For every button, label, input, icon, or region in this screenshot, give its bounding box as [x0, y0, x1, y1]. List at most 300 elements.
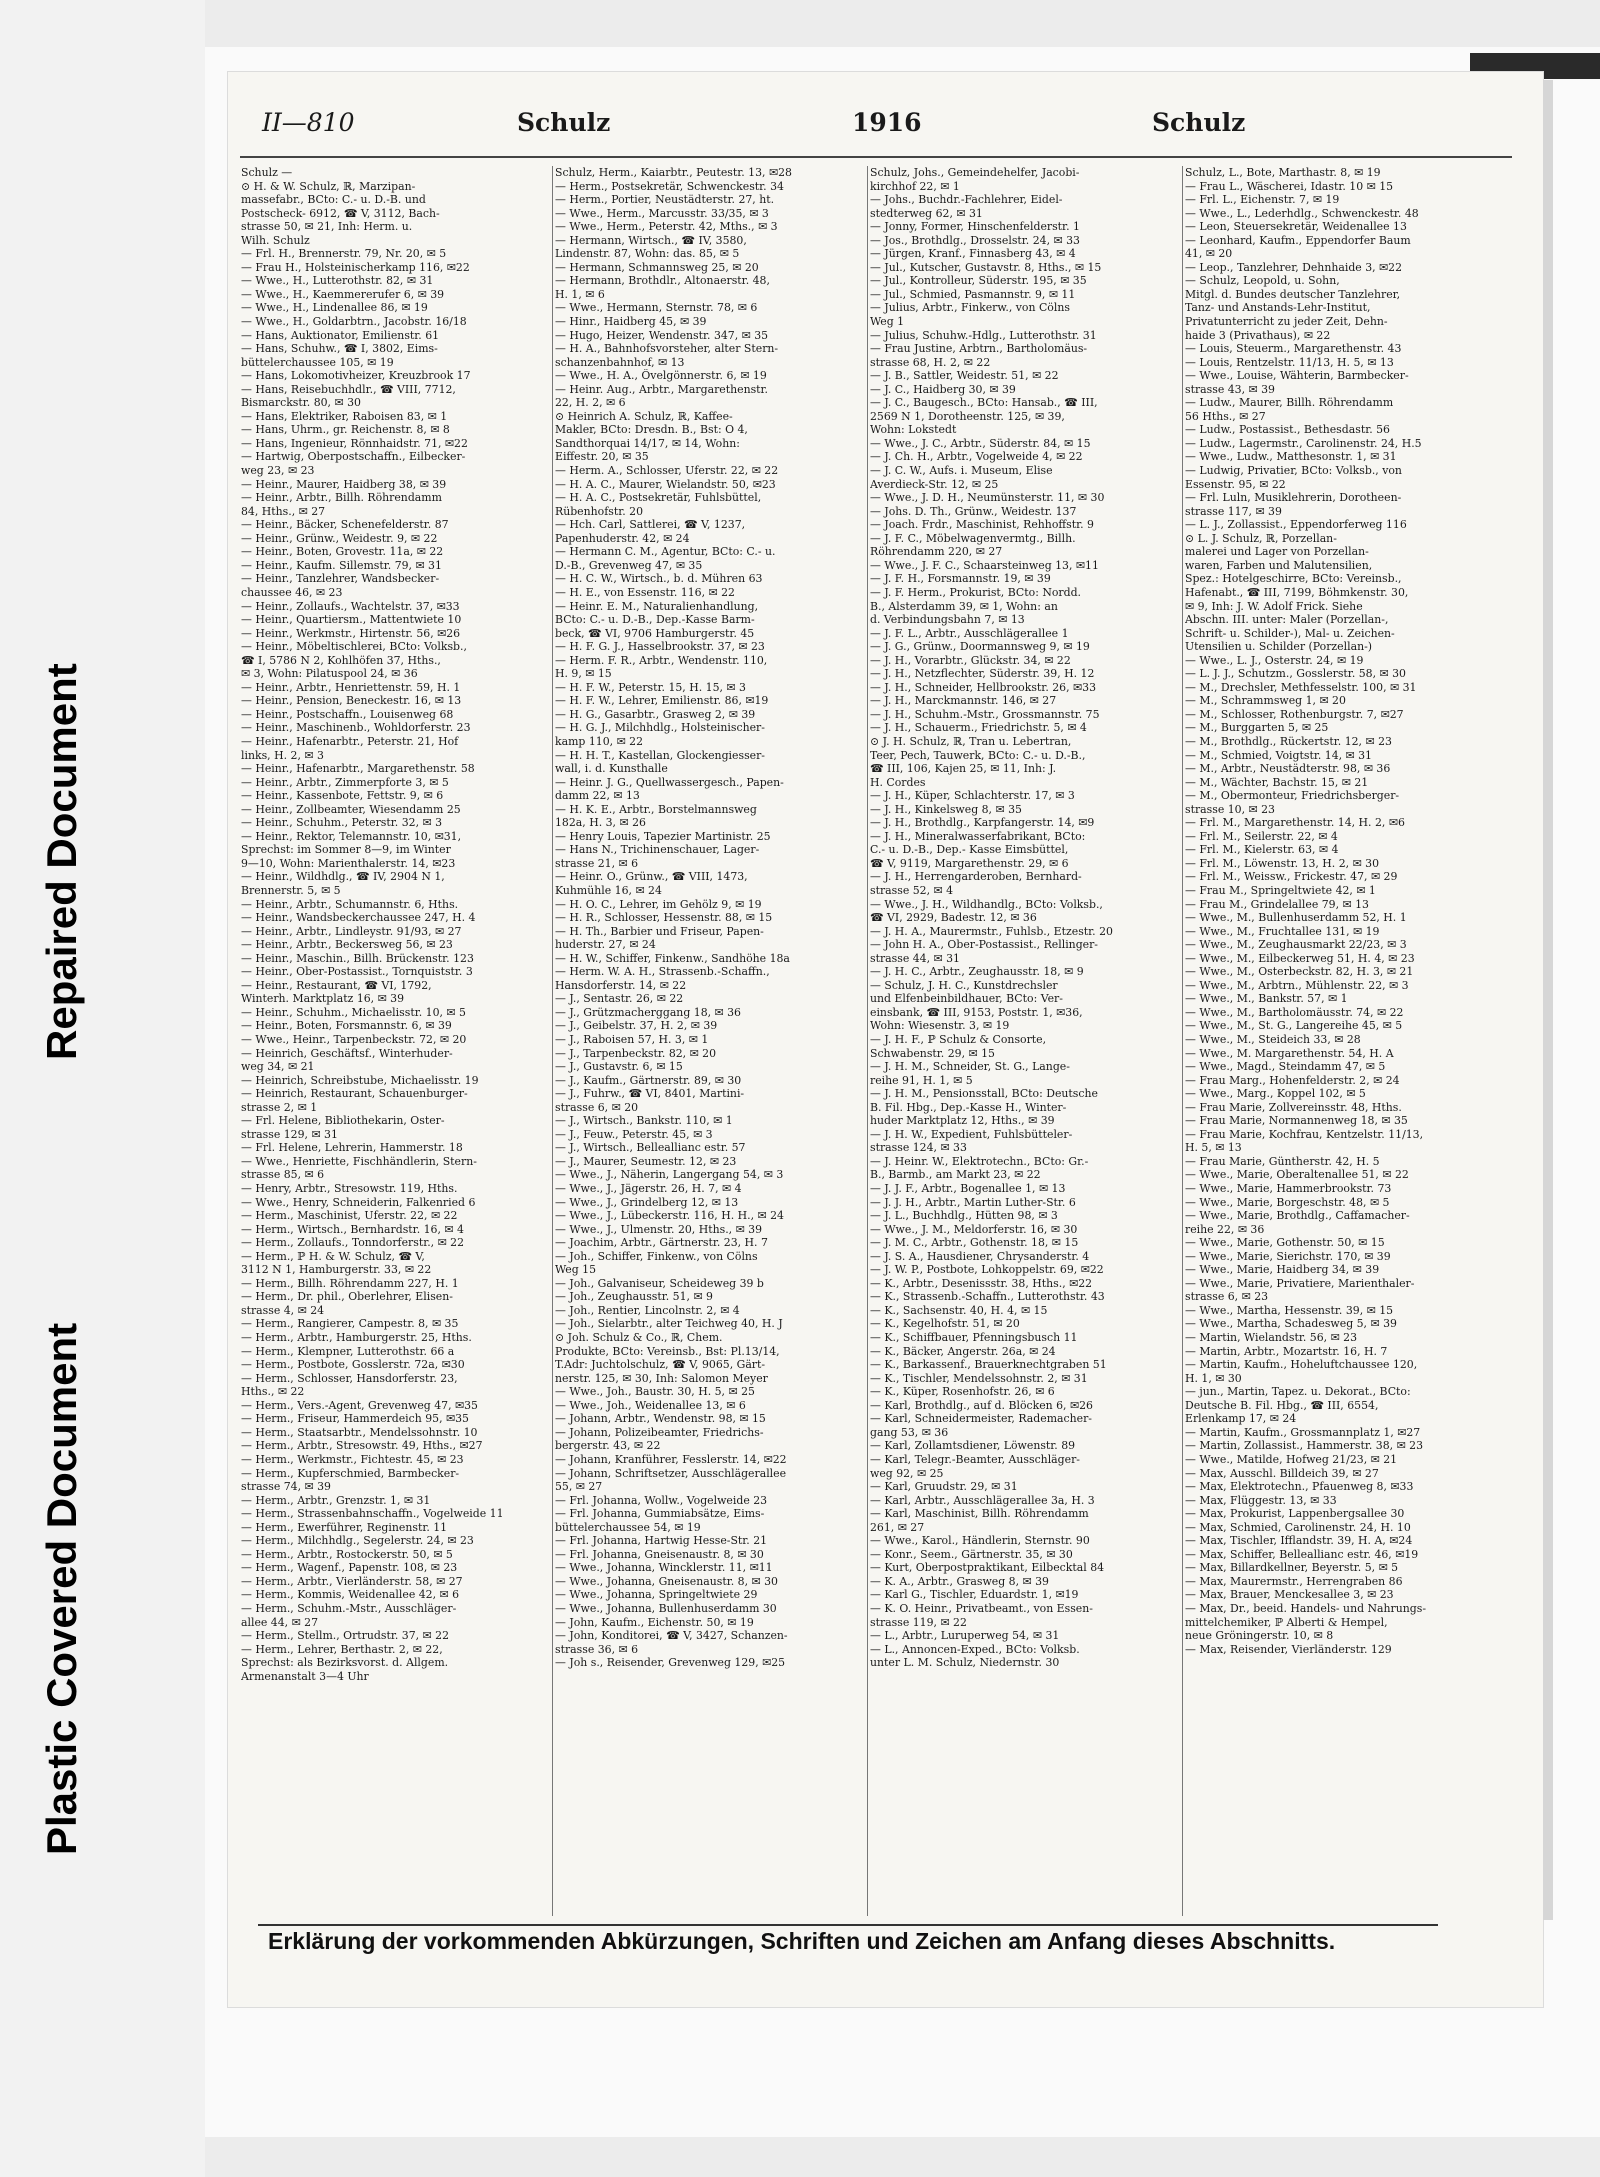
entry-line: — Wwe., Matilde, Hofweg 21/23, ✉ 21 — [1185, 1452, 1398, 1466]
entry-line: — Wwe., H., Goldarbtrn., Jacobstr. 16/18 — [241, 315, 467, 329]
entry-line: — Herm., Kommis, Weidenallee 42, ✉ 6 — [241, 1588, 460, 1602]
entry-line: — Johs. D. Th., Grünw., Weidestr. 137 — [870, 504, 1077, 518]
entry-line: — Jul., Kontrolleur, Süderstr. 195, ✉ 35 — [870, 274, 1087, 288]
entry-line: — Wwe., J., Jägerstr. 26, H. 7, ✉ 4 — [555, 1182, 742, 1196]
entry-line: — J. Ch. H., Arbtr., Vogelweide 4, ✉ 22 — [870, 450, 1083, 464]
entry-line: — Johann, Arbtr., Wendenstr. 98, ✉ 15 — [555, 1412, 766, 1426]
entry-line: — Heinr., Werkmstr., Hirtenstr. 56, ✉26 — [241, 626, 461, 640]
entry-line: strasse 50, ✉ 21, Inh: Herm. u. — [241, 220, 413, 234]
entry-line: — Frl. Johanna, Wollw., Vogelweide 23 — [555, 1493, 768, 1507]
entry-line: — Heinr., Hafenarbtr., Peterstr. 21, Hof — [241, 734, 459, 748]
entry-line: — Heinr., Boten, Grovestr. 11a, ✉ 22 — [241, 545, 444, 559]
entry-line: — J. F. C., Möbelwagenvermtg., Billh. — [870, 531, 1076, 545]
entry-line: — L. J. J., Schutzm., Gosslerstr. 58, ✉ 30 — [1185, 667, 1406, 681]
entry-line: Sprechst: im Sommer 8—9, im Winter — [241, 843, 451, 857]
entry-line: strasse 119, ✉ 22 — [870, 1615, 967, 1629]
entry-line: Schrift- u. Schilder-), Mal- u. Zeichen- — [1185, 626, 1395, 640]
entry-line: — J. H., Vorarbtr., Glückstr. 34, ✉ 22 — [870, 653, 1071, 667]
entry-line: — Wwe., H., Lutterothstr. 82, ✉ 31 — [241, 274, 434, 288]
entry-line: — K., Strassenb.-Schaffn., Lutterothstr. 43 — [870, 1290, 1105, 1304]
column-2 — [555, 166, 870, 1918]
entry-line: mittelchemiker, ℙ Alberti & Hempel, — [1185, 1615, 1388, 1629]
entry-line: H. Cordes — [870, 775, 926, 789]
entry-line: neue Gröningerstr. 10, ✉ 8 — [1185, 1629, 1334, 1643]
entry-line: — H. F. W., Peterstr. 15, H. 15, ✉ 3 — [555, 680, 746, 694]
entry-line: 9—10, Wohn: Marienthalerstr. 14, ✉23 — [241, 856, 456, 870]
entry-line: — J. H., Kinkelsweg 8, ✉ 35 — [870, 802, 1022, 816]
entry-line: — Max, Prokurist, Lappenbergsallee 30 — [1185, 1507, 1405, 1521]
entry-line: 182a, H. 3, ✉ 26 — [555, 816, 646, 830]
entry-line: ☎ V, 9119, Margarethenstr. 29, ✉ 6 — [870, 856, 1069, 870]
entry-line: — J., Sentastr. 26, ✉ 22 — [555, 992, 684, 1006]
entry-line: — J. L., Buchhdlg., Hütten 98, ✉ 3 — [870, 1209, 1058, 1223]
entry-line: — Heinr., Hafenarbtr., Margarethenstr. 58 — [241, 762, 475, 776]
entry-line: Wohn: Lokstedt — [870, 423, 957, 437]
entry-line: — Wwe., H., Kaemmererufer 6, ✉ 39 — [241, 287, 445, 301]
header-rule — [240, 156, 1512, 158]
entry-line: — Hartwig, Oberpostschaffn., Eilbecker- — [241, 450, 466, 464]
entry-line: Schulz — — [241, 166, 293, 179]
entry-line: — Heinr., Restaurant, ☎ VI, 1792, — [241, 978, 432, 992]
entry-line: — K. O. Heinr., Privatbeamt., von Essen- — [870, 1601, 1093, 1615]
entry-line: damm 22, ✉ 13 — [555, 789, 640, 803]
entry-line: — Herm., ℙ H. & W. Schulz, ☎ V, — [241, 1249, 425, 1263]
entry-line: — Heinr., Arbtr., Schumannstr. 6, Hths. — [241, 897, 459, 911]
entry-line: — H. A., Bahnhofsvorsteher, alter Stern- — [555, 342, 779, 356]
entry-line: — Heinrich, Restaurant, Schauenburger- — [241, 1087, 468, 1101]
entry-line: Tanz- und Anstands-Lehr-Institut, — [1185, 301, 1371, 315]
entry-line: Schulz, Herm., Kaiarbtr., Peutestr. 13, ✉28 — [555, 166, 792, 179]
entry-line: — Wwe., Johanna, Springeltwiete 29 — [555, 1588, 758, 1602]
entry-line: — Frl. Luln, Musiklehrerin, Dorotheen- — [1185, 491, 1402, 505]
entry-line: — Herm., Arbtr., Grenzstr. 1, ✉ 31 — [241, 1493, 431, 1507]
entry-line: — Wwe., Herm., Marcusstr. 33/35, ✉ 3 — [555, 206, 769, 220]
footer-note: Erklärung der vorkommenden Abkürzungen, Schriften und Zeichen am Anfang dieses Abschnitts. — [268, 1928, 1336, 1954]
entry-line: — Herm., Friseur, Hammerdeich 95, ✉35 — [241, 1412, 469, 1426]
entry-line: — Wwe., Hermann, Sternstr. 78, ✉ 6 — [555, 301, 758, 315]
entry-line: — Henry, Arbtr., Stresowstr. 119, Hths. — [241, 1182, 458, 1196]
entry-line: — Joh., Galvaniseur, Scheideweg 39 b — [555, 1276, 764, 1290]
left-margin — [0, 0, 205, 2177]
entry-line: — M., Burggarten 5, ✉ 25 — [1185, 721, 1329, 735]
entry-line: — Julius, Arbtr., Finkerw., von Cölns — [870, 301, 1070, 315]
entry-line: — Max, Billardkellner, Beyerstr. 5, ✉ 5 — [1185, 1561, 1399, 1575]
entry-line: Spez.: Hotelgeschirre, BCto: Vereinsb., — [1185, 572, 1402, 586]
entry-line: — Max, Brauer, Menckesallee 3, ✉ 23 — [1185, 1588, 1394, 1602]
entry-line: — Johann, Schriftsetzer, Ausschlägerallee — [555, 1466, 787, 1480]
entry-line: — J. C. W., Aufs. i. Museum, Elise — [870, 464, 1053, 478]
entry-line: B., Barmb., am Markt 23, ✉ 22 — [870, 1168, 1041, 1182]
entry-line: — J. H. C., Arbtr., Zeughausstr. 18, ✉ 9 — [870, 965, 1084, 979]
entry-line: — J. Heinr. W., Elektrotechn., BCto: Gr.- — [870, 1154, 1089, 1168]
entry-line: — Wwe., Johanna, Bullenhuserdamm 30 — [555, 1601, 777, 1615]
entry-line: — Hans N., Trichinenschauer, Lager- — [555, 843, 760, 857]
entry-line: — Heinr., Arbtr., Lindleystr. 91/93, ✉ 27 — [241, 924, 462, 938]
entry-line: — Karl, Brothdlg., auf d. Blöcken 6, ✉26 — [870, 1398, 1093, 1412]
entry-line: — Wwe., H. A., Övelgönnerstr. 6, ✉ 19 — [555, 369, 767, 383]
entry-line: strasse 85, ✉ 6 — [241, 1168, 325, 1182]
entry-line: — J. C., Baugesch., BCto: Hansab., ☎ III, — [870, 396, 1098, 410]
entry-line: — Hans, Reisebuchhdlr., ☎ VIII, 7712, — [241, 382, 456, 396]
page-edge-strip — [1543, 80, 1553, 1920]
header-left-name: Schulz — [517, 108, 611, 137]
entry-line: haide 3 (Privathaus), ✉ 22 — [1185, 328, 1331, 342]
header-right-name: Schulz — [1152, 108, 1246, 137]
entry-line: — Johann, Polizeibeamter, Friedrichs- — [555, 1425, 764, 1439]
entry-line: ☎ VI, 2929, Badestr. 12, ✉ 36 — [870, 911, 1037, 925]
entry-line: ⊙ H. & W. Schulz, ℝ, Marzipan- — [241, 179, 416, 193]
entry-line: — J., Tarpenbeckstr. 82, ✉ 20 — [555, 1046, 717, 1060]
entry-line: BCto: C.- u. D.-B., Dep.-Kasse Barm- — [555, 613, 755, 627]
entry-line: — Karl, Telegr.-Beamter, Ausschläger- — [870, 1452, 1080, 1466]
entry-line: — Joh s., Reisender, Grevenweg 129, ✉25 — [555, 1656, 786, 1670]
entry-line: — Wwe., M., Bartholomäusstr. 74, ✉ 22 — [1185, 1005, 1404, 1019]
entry-line: Essenstr. 95, ✉ 22 — [1185, 477, 1286, 491]
entry-line: — Heinr., Wandsbeckerchaussee 247, H. 4 — [241, 911, 476, 925]
column-divider — [1182, 166, 1183, 1916]
entry-line: — J. H., Schuhm.-Mstr., Grossmannstr. 75 — [870, 707, 1100, 721]
entry-line: — Leonhard, Kaufm., Eppendorfer Baum — [1185, 233, 1411, 247]
entry-line: — Wwe., Marg., Koppel 102, ✉ 5 — [1185, 1087, 1366, 1101]
entry-line: stedterweg 62, ✉ 31 — [870, 206, 983, 220]
entry-line: — Karl, Gruudstr. 29, ✉ 31 — [870, 1480, 1018, 1494]
entry-line: 84, Hths., ✉ 27 — [241, 504, 326, 518]
entry-line: waren, Farben und Malutensilien, — [1185, 558, 1373, 572]
entry-line: — Herm., Klempner, Lutterothstr. 66 a — [241, 1344, 455, 1358]
entry-line: — Wwe., Martha, Schadesweg 5, ✉ 39 — [1185, 1317, 1397, 1331]
entry-line: — Frl. Johanna, Gummiabsätze, Eims- — [555, 1507, 765, 1521]
entry-line: — Wwe., J., Lübeckerstr. 116, H. H., ✉ 24 — [555, 1209, 784, 1223]
entry-line: huder Marktplatz 12, Hths., ✉ 39 — [870, 1114, 1055, 1128]
entry-line: — Martin, Wielandstr. 56, ✉ 23 — [1185, 1331, 1358, 1345]
entry-line: — H. A. C., Maurer, Wielandstr. 50, ✉23 — [555, 477, 776, 491]
entry-line: — K., Arbtr., Desenissstr. 38, Hths., ✉22 — [870, 1276, 1093, 1290]
entry-line: — J. S. A., Hausdiener, Chrysanderstr. 4 — [870, 1249, 1090, 1263]
entry-line: Kuhmühle 16, ✉ 24 — [555, 883, 662, 897]
entry-line: — Herm., Schuhm.-Mstr., Ausschläger- — [241, 1601, 457, 1615]
entry-line: kamp 110, ✉ 22 — [555, 734, 644, 748]
entry-line: — Joh., Rentier, Lincolnstr. 2, ✉ 4 — [555, 1303, 740, 1317]
entry-line: — Konr., Seem., Gärtnerstr. 35, ✉ 30 — [870, 1547, 1073, 1561]
page-number: II—810 — [262, 108, 355, 137]
entry-line: — Max, Reisender, Vierländerstr. 129 — [1185, 1642, 1392, 1656]
entry-line: — H. G. J., Milchhdlg., Holsteinischer- — [555, 721, 765, 735]
entry-line: — Frau Marie, Kochfrau, Kentzelstr. 11/13, — [1185, 1127, 1424, 1141]
entry-line: schanzenbahnhof, ✉ 13 — [555, 355, 685, 369]
entry-line: Lindenstr. 87, Wohn: das. 85, ✉ 5 — [555, 247, 740, 261]
entry-line: — Wwe., Louise, Wähterin, Barmbecker- — [1185, 369, 1409, 383]
entry-line: Armenanstalt 3—4 Uhr — [241, 1669, 369, 1683]
entry-line: Bismarckstr. 80, ✉ 30 — [241, 396, 361, 410]
entry-line: — Frl. M., Löwenstr. 13, H. 2, ✉ 30 — [1185, 856, 1380, 870]
entry-line: links, H. 2, ✉ 3 — [241, 748, 324, 762]
entry-line: — Herm., Arbtr., Rostockerstr. 50, ✉ 5 — [241, 1547, 453, 1561]
entry-line: — Wwe., Johanna, Gneisenaustr. 8, ✉ 30 — [555, 1574, 778, 1588]
entry-line: — Heinr., Arbtr., Beckersweg 56, ✉ 23 — [241, 938, 453, 952]
entry-line: — Wwe., J. D. H., Neumünsterstr. 11, ✉ 30 — [870, 491, 1105, 505]
entry-line: — K., Küper, Rosenhofstr. 26, ✉ 6 — [870, 1385, 1055, 1399]
entry-line: — Henry Louis, Tapezier Martinistr. 25 — [555, 829, 771, 843]
entry-line: — Frl. Helene, Lehrerin, Hammerstr. 18 — [241, 1141, 463, 1155]
entry-line: — Schulz, Leopold, u. Sohn, — [1185, 274, 1340, 288]
entry-line: H. 9, ✉ 15 — [555, 667, 612, 681]
entry-line: — John, Konditorei, ☎ V, 3427, Schanzen- — [555, 1629, 788, 1643]
entry-line: 22, H. 2, ✉ 6 — [555, 396, 626, 410]
entry-line: Averdieck-Str. 12, ✉ 25 — [870, 477, 999, 491]
entry-line: weg 23, ✉ 23 — [241, 464, 315, 478]
entry-line: ☎ III, 106, Kajen 25, ✉ 11, Inh: J. — [870, 762, 1057, 776]
entry-line: — Max, Dr., beeid. Handels- und Nahrungs- — [1185, 1601, 1427, 1615]
entry-line: — K., Sachsenstr. 40, H. 4, ✉ 15 — [870, 1303, 1048, 1317]
page-header — [262, 108, 1482, 148]
entry-line: strasse 124, ✉ 33 — [870, 1141, 967, 1155]
entry-line: Papenhuderstr. 42, ✉ 24 — [555, 531, 690, 545]
entry-line: — Louis, Rentzelstr. 11/13, H. 5, ✉ 13 — [1185, 355, 1394, 369]
entry-line: ✉ 3, Wohn: Pilatuspool 24, ✉ 36 — [241, 667, 418, 681]
entry-line: — M., Obermonteur, Friedrichsberger- — [1185, 789, 1400, 803]
entry-line: — K., Kegelhofstr. 51, ✉ 20 — [870, 1317, 1020, 1331]
entry-line: — H. R., Schlosser, Hessenstr. 88, ✉ 15 — [555, 911, 773, 925]
entry-line: — Louis, Steuerm., Margarethenstr. 43 — [1185, 342, 1402, 356]
entry-line: — Frau H., Holsteinischerkamp 116, ✉22 — [241, 260, 470, 274]
entry-line: — Frau Justine, Arbtrn., Bartholomäus- — [870, 342, 1088, 356]
entry-line: beck, ☎ VI, 9706 Hamburgerstr. 45 — [555, 626, 755, 640]
entry-line: — Herm., Schlosser, Hansdorferstr. 23, — [241, 1371, 458, 1385]
entry-line: — Herm., Lehrer, Berthastr. 2, ✉ 22, — [241, 1642, 443, 1656]
entry-line: — Herm., Arbtr., Stresowstr. 49, Hths., ✉27 — [241, 1439, 483, 1453]
entry-line: — Frl. L., Eichenstr. 7, ✉ 19 — [1185, 193, 1340, 207]
entry-line: — H. F. G. J., Hasselbrookstr. 37, ✉ 23 — [555, 640, 765, 654]
entry-line: strasse 6, ✉ 20 — [555, 1100, 639, 1114]
entry-line: — J. J. F., Arbtr., Bogenallee 1, ✉ 13 — [870, 1182, 1066, 1196]
entry-line: Sprechst: als Bezirksvorst. d. Allgem. — [241, 1656, 449, 1670]
entry-line: — Heinr., Postschaffn., Louisenweg 68 — [241, 707, 454, 721]
entry-line: — Heinr. O., Grünw., ☎ VIII, 1473, — [555, 870, 748, 884]
entry-line: — Frl. Helene, Bibliothekarin, Oster- — [241, 1114, 445, 1128]
entry-line: — Herm. W. A. H., Strassenb.-Schaffn., — [555, 965, 770, 979]
entry-line: — Herm., Kupferschmied, Barmbecker- — [241, 1466, 460, 1480]
entry-line: Schwabenstr. 29, ✉ 15 — [870, 1046, 995, 1060]
entry-line: — Heinr., Arbtr., Zimmerpforte 3, ✉ 5 — [241, 775, 449, 789]
entry-line: reihe 91, H. 1, ✉ 5 — [870, 1073, 973, 1087]
entry-line: — Joh., Sielarbtr., alter Teichweg 40, H. J — [555, 1317, 783, 1331]
entry-line: ⊙ Heinrich A. Schulz, ℝ, Kaffee- — [555, 409, 733, 423]
entry-line: — M., Brothdlg., Rückertstr. 12, ✉ 23 — [1185, 734, 1392, 748]
column-1 — [241, 166, 556, 1918]
entry-line: — Hermann C. M., Agentur, BCto: C.- u. — [555, 545, 776, 559]
entry-line: — Karl, Schneidermeister, Rademacher- — [870, 1412, 1092, 1426]
entry-line: — J., Feuw., Peterstr. 45, ✉ 3 — [555, 1127, 713, 1141]
entry-line: — Heinr. E. M., Naturalienhandlung, — [555, 599, 759, 613]
entry-line: strasse 10, ✉ 23 — [1185, 802, 1275, 816]
entry-line: — J. H., Mineralwasserfabrikant, BCto: — [870, 829, 1086, 843]
entry-line: — H. Th., Barbier und Friseur, Papen- — [555, 924, 764, 938]
entry-line: — Julius, Schuhw.-Hdlg., Lutterothstr. 31 — [870, 328, 1097, 342]
entry-line: — Karl G., Tischler, Eduardstr. 1, ✉19 — [870, 1588, 1079, 1602]
entry-line: — Jul., Kutscher, Gustavstr. 8, Hths., ✉ 15 — [870, 260, 1102, 274]
entry-line: — Wwe., Joh., Baustr. 30, H. 5, ✉ 25 — [555, 1385, 755, 1399]
entry-line: Schulz, L., Bote, Marthastr. 8, ✉ 19 — [1185, 166, 1381, 179]
entry-line: H. 5, ✉ 13 — [1185, 1141, 1242, 1155]
entry-line: — Herm., Postsekretär, Schwenckestr. 34 — [555, 179, 784, 193]
entry-line: — Heinrich, Geschäftsf., Winterhuder- — [241, 1046, 453, 1060]
entry-line: — Hans, Auktionator, Emilienstr. 61 — [241, 328, 440, 342]
entry-line: — M., Schlosser, Rothenburgstr. 7, ✉27 — [1185, 707, 1404, 721]
entry-line: — M., Schrammsweg 1, ✉ 20 — [1185, 694, 1346, 708]
entry-line: — Wwe., Marie, Sierichstr. 170, ✉ 39 — [1185, 1249, 1391, 1263]
entry-line: — Heinr., Möbeltischlerei, BCto: Volksb., — [241, 640, 467, 654]
entry-line: — Kurt, Oberpostpraktikant, Eilbecktal 84 — [870, 1561, 1105, 1575]
entry-line: — J. F. Herm., Prokurist, BCto: Nordd. — [870, 585, 1082, 599]
entry-line: — Wwe., M., Fruchtallee 131, ✉ 19 — [1185, 924, 1380, 938]
entry-line: weg 34, ✉ 21 — [241, 1060, 315, 1074]
entry-line: Privatunterricht zu jeder Zeit, Dehn- — [1185, 315, 1388, 329]
entry-line: — Wwe., Johanna, Wincklerstr. 11, ✉11 — [555, 1561, 773, 1575]
entry-line: — Max, Ausschl. Billdeich 39, ✉ 27 — [1185, 1466, 1379, 1480]
entry-line: Produkte, BCto: Vereinsb., Bst: Pl.13/14, — [555, 1344, 780, 1358]
entry-line: allee 44, ✉ 27 — [241, 1615, 319, 1629]
entry-line: — Wwe., Marie, Gothenstr. 50, ✉ 15 — [1185, 1236, 1385, 1250]
entry-line: strasse 44, ✉ 31 — [870, 951, 960, 965]
entry-line: — K., Schiffbauer, Pfenningsbusch 11 — [870, 1331, 1078, 1345]
entry-line: — K. A., Arbtr., Grasweg 8, ✉ 39 — [870, 1574, 1049, 1588]
entry-line: — Herm., Strassenbahnschaffn., Vogelweide 11 — [241, 1507, 504, 1521]
entry-line: C.- u. D.-B., Dep.- Kasse Eimsbüttel, — [870, 843, 1069, 857]
entry-line: — Frau Marg., Hohenfelderstr. 2, ✉ 24 — [1185, 1073, 1400, 1087]
entry-line: — Heinr., Zollbeamter, Wiesendamm 25 — [241, 802, 461, 816]
entry-line: — Frau Marie, Zollvereinsstr. 48, Hths. — [1185, 1100, 1402, 1114]
entry-line: — J. J. H., Arbtr., Martin Luther-Str. 6 — [870, 1195, 1076, 1209]
entry-line: — Wwe., Henriette, Fischhändlerin, Stern- — [241, 1154, 477, 1168]
entry-line: — Heinr., Pension, Beneckestr. 16, ✉ 13 — [241, 694, 462, 708]
entry-line: — J., Raboisen 57, H. 3, ✉ 1 — [555, 1033, 709, 1046]
entry-line: — J. H. M., Pensionsstall, BCto: Deutsche — [870, 1087, 1098, 1101]
entry-line: 56 Hths., ✉ 27 — [1185, 409, 1266, 423]
entry-line: — Heinr. J. G., Quellwassergesch., Papen- — [555, 775, 784, 789]
entry-line: — Max, Elektrotechn., Pfauenweg 8, ✉33 — [1185, 1480, 1414, 1494]
entry-line: — Wwe., Heinr., Tarpenbeckstr. 72, ✉ 20 — [241, 1033, 467, 1046]
entry-line: — Frau M., Springeltwiete 42, ✉ 1 — [1185, 883, 1376, 897]
entry-line: — Wwe., L., Lederhdlg., Schwenckestr. 48 — [1185, 206, 1419, 220]
entry-line: — J., Fuhrw., ☎ VI, 8401, Martini- — [555, 1087, 745, 1101]
entry-line: — J., Wirtsch., Belleallianc estr. 57 — [555, 1141, 746, 1155]
entry-line: — Jul., Schmied, Pasmannstr. 9, ✉ 11 — [870, 287, 1076, 301]
entry-line: gang 53, ✉ 36 — [870, 1425, 949, 1439]
entry-line: — Jonny, Former, Hinschenfelderstr. 1 — [870, 220, 1080, 234]
entry-line: — Frau L., Wäscherei, Idastr. 10 ✉ 15 — [1185, 179, 1394, 193]
entry-line: — Herm. A., Schlosser, Uferstr. 22, ✉ 22 — [555, 464, 779, 478]
entry-line: — J. G., Grünw., Doormannsweg 9, ✉ 19 — [870, 640, 1090, 654]
entry-line: — Wwe., J., Näherin, Langergang 54, ✉ 3 — [555, 1168, 784, 1182]
entry-line: Postscheck- 6912, ☎ V, 3112, Bach- — [241, 206, 440, 220]
entry-line: Eiffestr. 20, ✉ 35 — [555, 450, 649, 464]
entry-line: — Herm., Postbote, Gosslerstr. 72a, ✉30 — [241, 1358, 465, 1372]
entry-line: — Herm., Stellm., Ortrudstr. 37, ✉ 22 — [241, 1629, 450, 1643]
entry-line: — Martin, Arbtr., Mozartstr. 16, H. 7 — [1185, 1344, 1388, 1358]
entry-line: Weg 15 — [555, 1263, 597, 1277]
entry-line: — Wwe., J. C., Arbtr., Süderstr. 84, ✉ 15 — [870, 436, 1091, 450]
entry-line: Teer, Pech, Tauwerk, BCto: C.- u. D.-B., — [870, 748, 1086, 762]
entry-line: — Jürgen, Kranf., Finnasberg 43, ✉ 4 — [870, 247, 1076, 261]
entry-line: — Herm. F. R., Arbtr., Wendenstr. 110, — [555, 653, 768, 667]
entry-line: — Heinr., Ober-Postassist., Tornquiststr. 3 — [241, 965, 473, 979]
entry-line: Erlenkamp 17, ✉ 24 — [1185, 1412, 1297, 1426]
entry-line: malerei und Lager von Porzellan- — [1185, 545, 1369, 559]
entry-line: büttelerchaussee 54, ✉ 19 — [555, 1520, 701, 1534]
column-4 — [1185, 166, 1500, 1918]
entry-line: — Frl. Johanna, Gneisenaustr. 8, ✉ 30 — [555, 1547, 764, 1561]
entry-line: — Frau M., Grindelallee 79, ✉ 13 — [1185, 897, 1369, 911]
entry-line: strasse 74, ✉ 39 — [241, 1480, 331, 1494]
entry-line: strasse 43, ✉ 39 — [1185, 382, 1275, 396]
entry-line: — J. C., Haidberg 30, ✉ 39 — [870, 382, 1016, 396]
entry-line: Hths., ✉ 22 — [241, 1385, 305, 1399]
entry-line: — Wwe., M., Bankstr. 57, ✉ 1 — [1185, 992, 1348, 1006]
entry-line: strasse 6, ✉ 23 — [1185, 1290, 1269, 1304]
entry-line: — Hermann, Schmannsweg 25, ✉ 20 — [555, 260, 759, 274]
entry-line: — Herm., Portier, Neustädterstr. 27, ht. — [555, 193, 775, 207]
entry-line: Hafenabt., ☎ III, 7199, Böhmkenstr. 30, — [1185, 585, 1409, 599]
entry-line: — H. A. C., Postsekretär, Fuhlsbüttel, — [555, 491, 762, 505]
entry-line: — Heinr. Aug., Arbtr., Margarethenstr. — [555, 382, 769, 396]
entry-line: — M., Arbtr., Neustädterstr. 98, ✉ 36 — [1185, 762, 1391, 776]
entry-line: — Frau Marie, Güntherstr. 42, H. 5 — [1185, 1154, 1380, 1168]
entry-line: — Wwe., M., Arbtrn., Mühlenstr. 22, ✉ 3 — [1185, 978, 1409, 992]
entry-line: — Wwe., Marie, Privatiere, Marienthaler- — [1185, 1276, 1415, 1290]
entry-line: Deutsche B. Fil. Hbg., ☎ III, 6554, — [1185, 1398, 1379, 1412]
entry-line: — J., Wirtsch., Bankstr. 110, ✉ 1 — [555, 1114, 733, 1128]
entry-line: — H. G., Gasarbtr., Grasweg 2, ✉ 39 — [555, 707, 756, 721]
entry-line: ⊙ Joh. Schulz & Co., ℝ, Chem. — [555, 1331, 723, 1345]
entry-line: Brennerstr. 5, ✉ 5 — [241, 883, 341, 897]
entry-line: — Heinr., Zollaufs., Wachtelstr. 37, ✉33 — [241, 599, 460, 613]
entry-line: — Karl, Zollamtsdiener, Löwenstr. 89 — [870, 1439, 1076, 1453]
entry-line: — Wwe., H., Lindenallee 86, ✉ 19 — [241, 301, 428, 315]
entry-line: — J. H. W., Expedient, Fuhlsbütteler- — [870, 1127, 1073, 1141]
entry-line: — Herm., Staatsarbtr., Mendelssohnstr. 10 — [241, 1425, 478, 1439]
entry-line: strasse 68, H. 2, ✉ 22 — [870, 355, 991, 369]
entry-line: — J. F. L., Arbtr., Ausschlägerallee 1 — [870, 626, 1069, 640]
entry-line: — Frl. M., Weissw., Frickestr. 47, ✉ 29 — [1185, 870, 1398, 884]
entry-line: Wohn: Wiesenstr. 3, ✉ 19 — [870, 1019, 1010, 1033]
entry-line: bergerstr. 43, ✉ 22 — [555, 1439, 661, 1453]
entry-line: Winterh. Marktplatz 16, ✉ 39 — [241, 992, 405, 1006]
entry-line: 41, ✉ 20 — [1185, 247, 1233, 261]
entry-line: — Herm., Wirtsch., Bernhardstr. 16, ✉ 4 — [241, 1222, 464, 1236]
entry-line: — Wwe., Martha, Hessenstr. 39, ✉ 15 — [1185, 1303, 1394, 1317]
entry-line: — Hans, Lokomotivheizer, Kreuzbrook 17 — [241, 369, 471, 383]
entry-line: — Max, Flüggestr. 13, ✉ 33 — [1185, 1493, 1337, 1507]
entry-line: — Max, Schiffer, Belleallianc estr. 46, ✉19 — [1185, 1547, 1419, 1561]
entry-line: — Wwe., L. J., Osterstr. 24, ✉ 19 — [1185, 653, 1364, 667]
entry-line: — Joach. Frdr., Maschinist, Rehhoffstr. 9 — [870, 518, 1094, 532]
entry-line: — Heinrich, Schreibstube, Michaelisstr. 19 — [241, 1073, 479, 1087]
entry-line: strasse 36, ✉ 6 — [555, 1642, 639, 1656]
entry-line: — Hermann, Brothdlr., Altonaerstr. 48, — [555, 274, 770, 288]
entry-line: — J., Gustavstr. 6, ✉ 15 — [555, 1060, 683, 1074]
entry-line: — Joachim, Arbtr., Gärtnerstr. 23, H. 7 — [555, 1236, 768, 1250]
entry-line: — K., Barkassenf., Brauerknechtgraben 51 — [870, 1358, 1107, 1372]
entry-line: — Max, Tischler, Ifflandstr. 39, H. A, ✉24 — [1185, 1534, 1413, 1548]
entry-line: und Elfenbeinbildhauer, BCto: Ver- — [870, 992, 1063, 1006]
entry-line: — Frl. H., Brennerstr. 79, Nr. 20, ✉ 5 — [241, 247, 447, 261]
entry-line: — J. H. F., ℙ Schulz & Consorte, — [870, 1033, 1047, 1046]
entry-line: Weg 1 — [870, 315, 905, 329]
entry-line: — Joh., Zeughausstr. 51, ✉ 9 — [555, 1290, 713, 1304]
entry-line: — J. W. P., Postbote, Lohkoppelstr. 69, ✉22 — [870, 1263, 1104, 1277]
entry-line: — Heinr., Boten, Forsmannstr. 6, ✉ 39 — [241, 1019, 452, 1033]
entry-line: — Herm., Dr. phil., Oberlehrer, Elisen- — [241, 1290, 453, 1304]
